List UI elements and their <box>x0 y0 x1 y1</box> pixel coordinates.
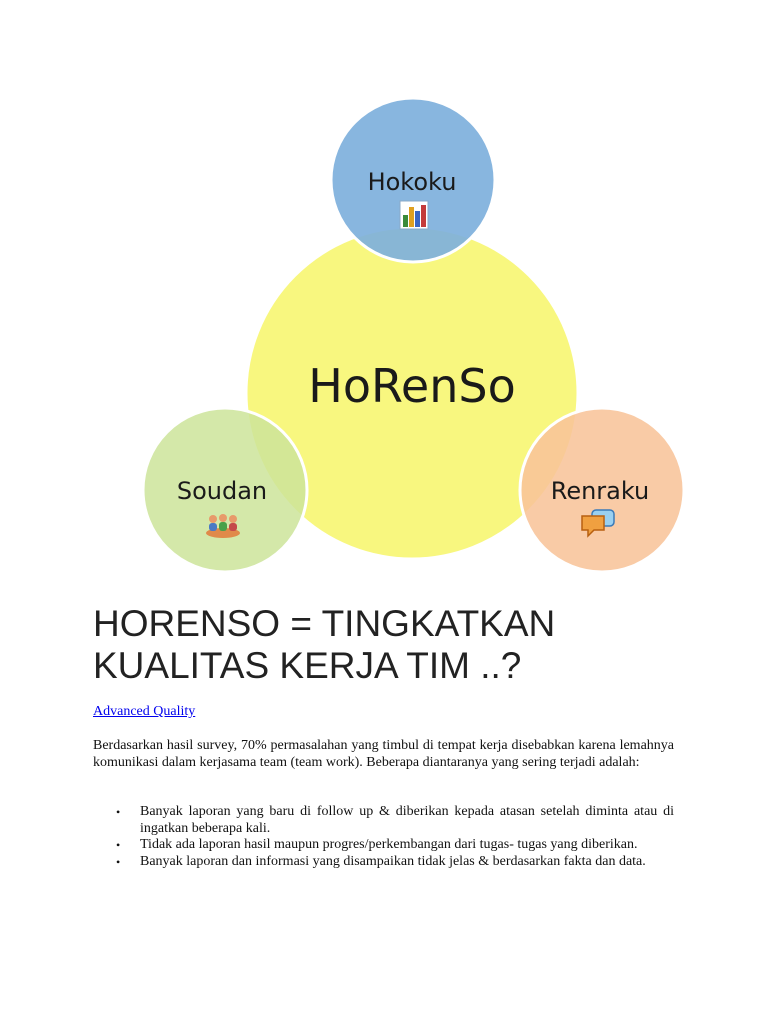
people-group-icon <box>206 514 240 538</box>
left-label: Soudan <box>176 477 268 505</box>
intro-paragraph: Berdasarkan hasil survey, 70% permasalahan yang timbul di tempat kerja disebabkan karena lemahnya komunikasi dalam kerjasama team (team work). Beberapa diantaranya yang sering terjadi adalah: <box>93 738 674 770</box>
list-item <box>93 804 674 837</box>
right-label: Renraku <box>550 477 650 505</box>
list-item <box>93 854 674 871</box>
list-item-text: Banyak laporan yang baru di follow up & diberikan kepada atasan setelah diminta atau di ingatkan beberapa kali. <box>140 804 674 836</box>
article-headline: HORENSO = TINGKATKAN KUALITAS KERJA TIM ..? <box>93 603 556 686</box>
advanced-quality-link[interactable]: Advanced Quality <box>93 704 196 719</box>
center-label: HoRenSo <box>308 359 516 413</box>
bullet-icon: • <box>116 838 121 852</box>
list-item-text: Banyak laporan dan informasi yang disampaikan tidak jelas & berdasarkan fakta dan data. <box>140 853 646 869</box>
list-item-text: Tidak ada laporan hasil maupun progres/perkembangan dari tugas- tugas yang diberikan. <box>140 837 638 852</box>
bullet-icon: • <box>116 805 121 819</box>
bar-chart-icon <box>400 201 428 229</box>
problem-list <box>93 804 674 870</box>
list-item <box>93 837 674 854</box>
bullet-icon: • <box>116 854 121 869</box>
top-label: Hokoku <box>367 168 457 196</box>
